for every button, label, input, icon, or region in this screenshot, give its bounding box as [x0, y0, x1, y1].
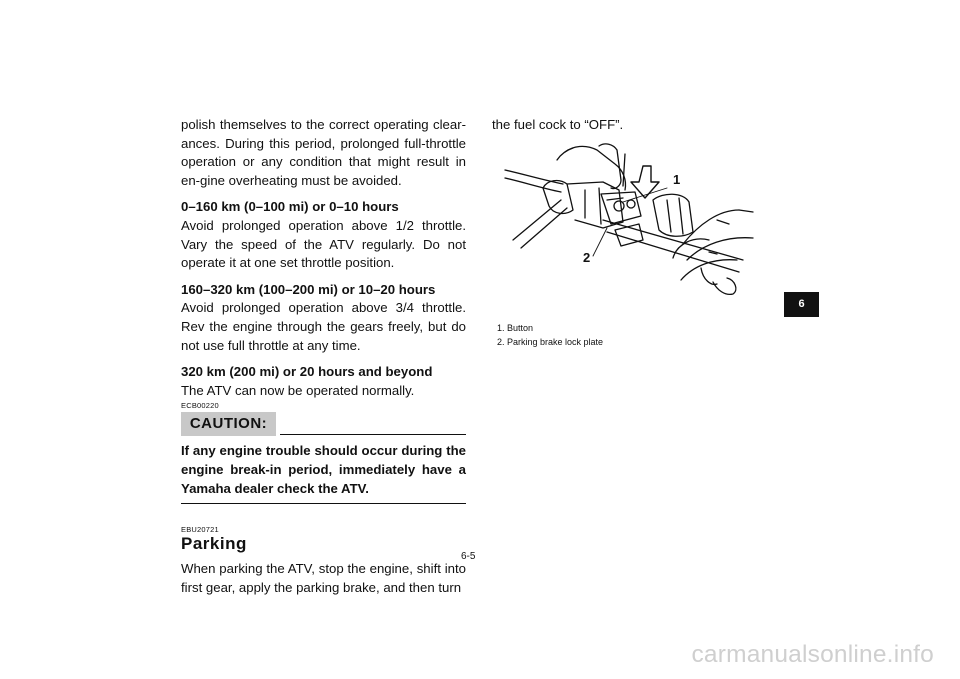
caption-2: 2. Parking brake lock plate — [497, 337, 604, 347]
break-in-stage-1-text: Avoid prolonged operation above 1/2 throttle. Vary the speed of the ATV regularly. Do not operate it at one set throttle position. — [181, 217, 466, 271]
break-in-stage-2-heading: 160–320 km (100–200 mi) or 10–20 hours — [181, 281, 436, 297]
caution-divider — [280, 434, 466, 435]
callout-2: 2 — [583, 250, 591, 265]
parking-title: Parking — [181, 534, 247, 554]
callout-1: 1 — [673, 172, 681, 187]
break-in-stage-1-heading: 0–160 km (0–100 mi) or 0–10 hours — [181, 199, 399, 215]
break-in-stage-2-text: Avoid prolonged operation above 3/4 throttle. Rev the engine through the gears freely, but do not use full throttle at any time. — [181, 300, 466, 353]
break-in-stage-3-text: The ATV can now be operated normally. — [181, 382, 415, 398]
caption-1: 1. Button — [497, 323, 534, 333]
parking-brake-illustration — [503, 140, 761, 310]
parking-text: When parking the ATV, stop the engine, shift into first gear, apply the parking brake, and then turn — [181, 561, 466, 595]
caution-code: ECB00220 — [181, 401, 219, 411]
right-column — [492, 116, 782, 135]
caution-text: If any engine trouble should occur during the engine break-in period, immediately have a Yamaha dealer check the ATV. — [181, 436, 466, 504]
intro-paragraph: polish themselves to the correct operating clear-ances. During this period, prolonged full-throttle operation or any condition that might result in en-gine overheating must be avoided. — [181, 117, 466, 188]
caution-label: CAUTION: — [181, 412, 276, 436]
chapter-tab: 6 — [784, 292, 819, 317]
left-column — [181, 116, 466, 597]
page-number: 6-5 — [461, 551, 476, 562]
caution-header — [181, 412, 466, 436]
watermark: carmanualsonline.info — [691, 641, 934, 668]
continuation-text: the fuel cock to “OFF”. — [492, 117, 624, 132]
parking-code: EBU20721 — [181, 525, 219, 535]
break-in-stage-3-heading: 320 km (200 mi) or 20 hours and beyond — [181, 364, 433, 380]
figure-captions — [497, 321, 603, 349]
